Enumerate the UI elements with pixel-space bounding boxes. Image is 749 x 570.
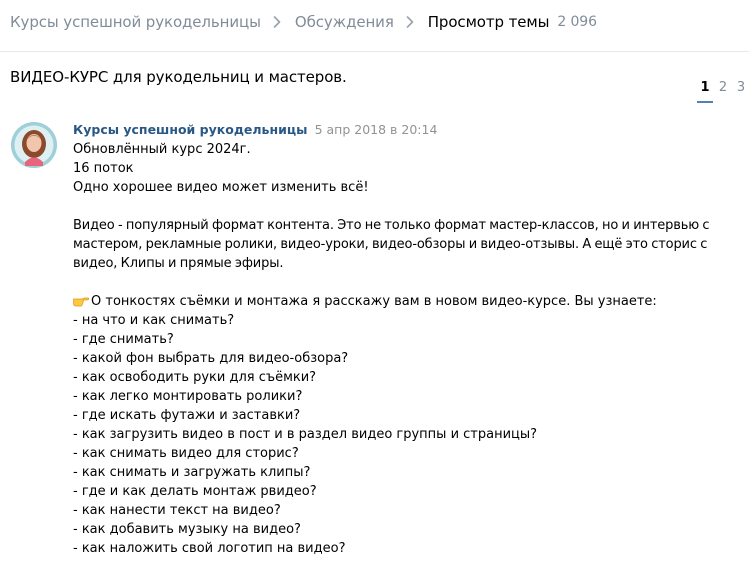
post-date-link[interactable]: 5 апр 2018 в 20:14 xyxy=(314,122,438,137)
post-list-item: - где снимать? xyxy=(73,332,174,347)
post-list-item: - как нанести текст на видео? xyxy=(73,503,281,518)
post-line: О тонкостях съёмки и монтажа я расскажу вам в новом видео-курсе. Вы узнаете: xyxy=(91,294,657,309)
page-link-2[interactable]: 2 xyxy=(718,80,728,95)
post-line-with-emoji xyxy=(73,292,743,311)
comments-count: 2 096 xyxy=(557,14,597,30)
post-line: Обновлённый курс 2024г. xyxy=(73,142,251,157)
post-blank-line xyxy=(73,273,743,292)
chevron-right-icon xyxy=(406,19,414,27)
breadcrumb-current: Просмотр темы xyxy=(427,13,550,31)
post-list-item: - как наложить свой логотип на видео? xyxy=(73,541,346,556)
post-paragraph: Видео - популярный формат контента. Это не только формат мастер-классов, но и интервью с мастером, рекламные ролики, видео-уроки, видео-обзоры и видео-отзывы. А ещё это сторис с видео, Клипы и прямые эфиры. xyxy=(73,218,710,271)
breadcrumb xyxy=(10,12,597,32)
breadcrumb-community-link[interactable]: Курсы успешной рукодельницы xyxy=(10,13,261,31)
post-blank-line xyxy=(73,197,743,216)
post-author-link[interactable]: Курсы успешной рукодельницы xyxy=(73,122,308,137)
header-divider xyxy=(0,51,749,52)
post-list-item: - как снимать и загружать клипы? xyxy=(73,465,311,480)
post xyxy=(73,120,743,558)
post-list-item: - где искать футажи и заставки? xyxy=(73,408,301,423)
pagination xyxy=(697,80,749,103)
post-list-item: - как загрузить видео в пост и в раздел видео группы и страницы? xyxy=(73,427,538,442)
author-avatar[interactable] xyxy=(11,122,57,168)
post-list-item: - на что и как снимать? xyxy=(73,313,235,328)
page-link-3[interactable]: 3 xyxy=(736,80,746,95)
post-list-item: - какой фон выбрать для видео-обзора? xyxy=(73,351,349,366)
post-list-item: - как легко монтировать ролики? xyxy=(73,389,303,404)
post-list-item: - как освободить руки для съёмки? xyxy=(73,370,317,385)
chevron-right-icon xyxy=(273,19,281,27)
topic-title: ВИДЕО-КУРС для рукодельниц и мастеров. xyxy=(10,68,347,86)
post-list-item: - где и как делать монтаж рвидео? xyxy=(73,484,317,499)
post-line: Одно хорошее видео может изменить всё! xyxy=(73,180,369,195)
backhand-index-pointing-right-icon xyxy=(73,292,91,311)
breadcrumb-discussions-link[interactable]: Обсуждения xyxy=(294,13,394,31)
post-list-item: - как добавить музыку на видео? xyxy=(73,522,301,537)
post-list-item: - как снимать видео для сторис? xyxy=(73,446,299,461)
post-line: 16 поток xyxy=(73,161,134,176)
post-header xyxy=(73,120,743,140)
page-link-1[interactable]: 1 xyxy=(697,80,713,103)
